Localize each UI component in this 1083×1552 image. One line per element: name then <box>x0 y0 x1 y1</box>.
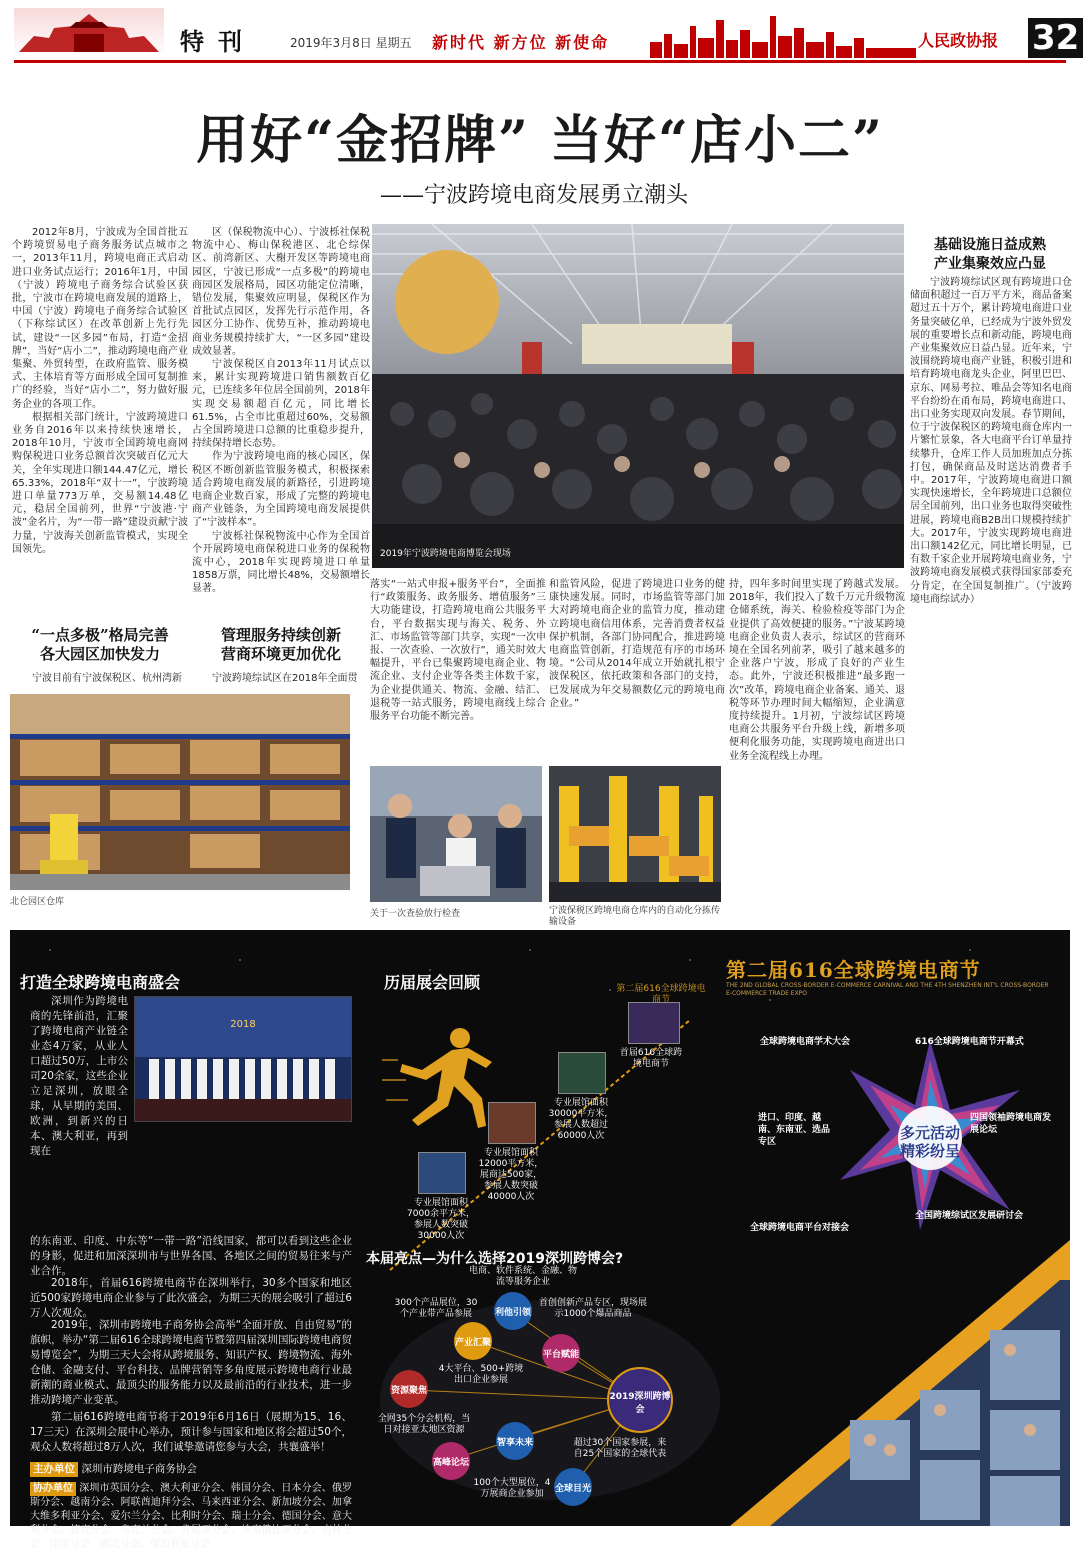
subtitle-line: 各大园区加快发力 <box>39 645 160 663</box>
timeline-note: 专业展馆面积30000平方米，参展人数超过60000人次 <box>548 1098 614 1141</box>
paragraph: 2018年，首届616跨境电商节在深圳举行，30多个国家和地区近500家跨境电商企业参与了此次盛会，为期三天的展会吸引了超过6万人次观众。 <box>30 1277 352 1319</box>
article-col-5: 持，四年多时间里实现了跨越式发展。2018年，我们投入了数千万元升级物流仓储系统，海关、检验检疫等部门为企业提供了高效便捷的服务。”宁波某跨境电商企业负责人表示，综试区的营商环境在全国名列前茅，吸引了越来越多的企业落户宁波，形成了良好的产业生态。此外，宁波还积极推进“最多跑一次”改革，跨境电商企业备案、通关、退税等环节办理时间大幅缩短，企业满意度持续提升。1月初，宁波综试区跨境电商公共服务平台升级上线，新增多项便利化服务功能，实现跨境电商进出口业务全流程线上办理。 <box>729 579 905 762</box>
article-col-3: 落实“一站式申报+服务平台”，全面推行“政策服务、政务服务、增值服务”三大功能建设，打造跨境电商公共服务平台，平台数据实现与海关、税务、外汇、市场监管等部门共享，实现“一次申报、一次查验、一次放行”，通关时效大幅提升，平台已集聚跨境电商企业、物流企业、支付企业等各类主体数千家，为企业提供通关、物流、金融、结汇、退税等一站式服务，跨境电商线上综合服务平台功能不断完善。 <box>370 579 546 723</box>
highlight-note: 4大平台、500+跨境出口企业参展 <box>438 1364 524 1385</box>
section-subtitle-2 <box>192 626 370 664</box>
activity-label: 全球跨境电商平台对接会 <box>750 1223 850 1233</box>
timeline-photo <box>488 1102 536 1144</box>
highlight-bubble: 利他引领 <box>494 1292 532 1330</box>
customs-inspection-photo <box>370 766 542 902</box>
expo-crowd-photo <box>372 224 904 568</box>
highlight-note: 100个大型展位，4万展商企业参加 <box>473 1478 551 1499</box>
highlight-note: 首创创新产品专区，现场展示1000个爆品商品 <box>538 1298 647 1319</box>
paragraph: 宁波保税区自2013年11月试点以来，累计实现跨境进口销售额数百亿元，已连续多年位居全国前列，2018年实现交易额超百亿元，同比增长61.5%，占全市比重超过60%，交易额占全国跨境进口总额的比重稳步提升，持续保持增长态势。 <box>192 359 370 450</box>
host-name: 深圳市跨境电子商务协会 <box>81 1463 197 1475</box>
section-subtitle-3 <box>910 236 1070 274</box>
skyline-icon <box>650 12 920 58</box>
article-col-2 <box>192 226 370 598</box>
masthead-rule <box>14 60 1066 63</box>
highlight-note: 超过30个国家参展，来自25个国家的全球代表 <box>573 1438 667 1459</box>
issue-date: 2019年3月8日 星期五 <box>290 36 412 50</box>
activity-label: 全国跨境综试区发展研讨会 <box>915 1211 1024 1221</box>
expo-section-title-3: 本届亮点—为什么选择2019深圳跨博会? <box>366 1251 624 1267</box>
hub-label: 2019深圳跨博会 <box>609 1392 671 1415</box>
expo-advertorial <box>10 930 1070 1550</box>
paragraph: 2012年8月，宁波成为全国首批五个跨境贸易电子商务服务试点城市之一，2013年11月，跨境电商正式启动进口业务试点运行；2016年1月，中国（宁波）跨境电子商务综合试验区获批，宁波市在跨境电商发展的道路上，中国（宁波）跨境电子商务综合试验区（下称综试区）在改革创新上先行先试，建设“一区多园”布局，打造“金招牌”，当好“店小二”，推动跨境电商产业集聚、外贸转型，在政府监管、服务模式、主体培育等方面形成全国可复制推广的经验，当好“店小二”，努力做好服务企业的各项工作。 <box>12 227 188 410</box>
page-number: 32 <box>1028 18 1083 58</box>
photo-caption: 关于一次查验放行检查 <box>370 909 461 919</box>
palace-logo-icon <box>14 8 164 56</box>
paragraph: 作为宁波跨境电商的核心园区，保税区不断创新监管服务模式，积极探索适合跨境电商发展的新路径，引进跨境电商企业数百家，形成了完整的跨境电商产业链条，为全国跨境电商发展提供了“宁波样本”。 <box>192 451 370 529</box>
timeline-note: 首届616全球跨境电商节 <box>619 1048 683 1069</box>
timeline-note: 专业展馆面积12000平方米，展商达500家，参展人数突破40000人次 <box>478 1148 544 1202</box>
highlight-bubble: 智享未来 <box>496 1422 534 1460</box>
paragraph: 区（保税物流中心）、宁波栎社保税物流中心、梅山保税港区、北仑综保区、前湾新区、大榭开发区等跨境电商园区，宁波已形成“一点多极”的跨境电商园区发展格局，园区功能定位清晰，错位发展，集聚效应明显，保税区作为首批试点园区，发挥先行示范作用，各园区分工协作、优势互补，推动跨境电商业务规模持续扩大，“一区多园”建设成效显著。 <box>192 227 370 357</box>
photo-caption: 北仑园区仓库 <box>10 897 65 907</box>
paragraph: 宁波栎社保税物流中心作为全国首个开展跨境电商保税进口业务的保税物流中心，2018年实现跨境进口单量1858万票，同比增长48%，交易额增长显著。 <box>192 530 370 595</box>
festival-subtitle: THE 2ND GLOBAL CROSS-BORDER E-COMMERCE CARNIVAL AND THE 4TH SHENZHEN INT'L CROSS-BORDER E-COMMERCE TRADE EXPO <box>726 982 1049 997</box>
conference-photo <box>134 996 352 1122</box>
expo-section-title-2: 历届展会回顾 <box>384 973 481 992</box>
timeline-note: 第二届616全球跨境电商节 <box>616 984 706 1005</box>
highlight-bubble: 平台赋能 <box>542 1334 580 1372</box>
co-host-label: 协办单位 <box>30 1482 76 1496</box>
photo-caption: 宁波保税区跨境电商仓库内的自动化分拣传输设备 <box>549 906 721 927</box>
subtitle-line: 营商环境更加优化 <box>220 645 341 663</box>
highlight-note: 300个产品展位，30个产业带产品参展 <box>394 1298 478 1319</box>
photo-caption: 2019年宁波跨境电商博览会现场 <box>380 549 511 559</box>
headline: 用好“金招牌” 当好“店小二” <box>196 110 884 171</box>
paragraph: 第二届616跨境电商节将于2019年6月16日（展期为15、16、17三天）在深圳会展中心举办，预计参与国家和地区将会超过50个，观众人数将超过8万人次，我们诚挚邀请您参与大会，共襄盛举！ <box>30 1411 352 1453</box>
masthead <box>0 0 1080 66</box>
paragraph: 宁波目前有宁波保税区、杭州湾新 <box>32 673 182 684</box>
co-host-line <box>30 1482 353 1550</box>
slogan: 新时代 新方位 新使命 <box>432 33 610 52</box>
paragraph: 根据相关部门统计，宁波跨境进口业务自2016年以来持续快速增长，2018年10月，宁波市全国跨境电商网购保税进口业务总额首次突破百亿元大关，全年实现进口额144.47亿元，增长65.33%，2018年“双十一”，宁波跨境进口单量773万单，交易额14.48亿元，稳居全国前列，世界“宁波港·宁波”金名片，为“一带一路”建设贡献宁波力量，宁波海关创新监管模式，实现全国领先。 <box>12 411 188 555</box>
highlight-note: 全网35个分会机构，当日对接亚太地区资源 <box>377 1414 471 1435</box>
subheadline: ——宁波跨境电商发展勇立潮头 <box>380 183 689 208</box>
co-host-names: 深圳市英国分会、澳大利亚分会、韩国分会、日本分会、俄罗斯分会、越南分会、阿联酋迪拜分会、马来西亚分会、新加坡分会、加拿大维多利亚分会、爱尔兰分会、比利时分会、瑞士分会、德国分会、意大利分会、捷克分会、乌克兰分会、肯尼亚分会、埃塞俄比亚分会、吉林分会、印度分会、湖北分会、保加利亚分会 <box>30 1483 353 1550</box>
expo-photo-collage <box>730 1240 1070 1526</box>
paragraph: 的东南亚、印度、中东等“一带一路”沿线国家，都可以看到这些企业的身影，促进和加深深圳市与世界各国、各地区之间的贸易往来与产业合作。 <box>30 1235 352 1277</box>
section-name: 特刊 <box>180 27 256 56</box>
subtitle-line: 基础设施日益成熟 <box>934 237 1046 253</box>
highlight-bubble: 全球目光 <box>554 1468 592 1506</box>
warehouse-photo <box>10 694 350 890</box>
paragraph: 2019年，深圳市跨境电子商务协会高举“全面开放、自由贸易”的旗帜，举办“第二届616全球跨境电商节暨第四届深圳国际跨境电商贸易博览会”，为期三天大会将从跨境服务、知识产权、跨境物流、海外仓储、金融支付、平台科技、品牌营销等多角度展示跨境电商行业最新潮的商业模式、最顶尖的服务能力以及最前沿的行业技术，进一步推动跨境产业变革。 <box>30 1319 352 1406</box>
host-label: 主办单位 <box>30 1462 78 1477</box>
activity-label: 616全球跨境电商节开幕式 <box>915 1037 1024 1047</box>
timeline-photo <box>558 1052 606 1094</box>
expo-section-title-1: 打造全球跨境电商盛会 <box>20 973 181 992</box>
timeline-note: 专业展馆面积7000余平方米，参展人数突破30000人次 <box>407 1198 475 1241</box>
svg-text:2018: 2018 <box>230 1019 256 1030</box>
sorting-line-photo <box>549 766 721 902</box>
center-line: 精彩纷呈 <box>899 1142 960 1160</box>
timeline-photo <box>418 1152 466 1194</box>
timeline-photo <box>628 1002 680 1044</box>
center-line: 多元活动 <box>899 1124 960 1142</box>
host-line <box>30 1462 352 1478</box>
activity-label: 全球跨境电商学术大会 <box>760 1037 851 1047</box>
highlight-bubble: 资源聚焦 <box>390 1370 428 1408</box>
subtitle-line: 管理服务持续创新 <box>220 626 341 644</box>
highlight-note: 电商、软件系统、金融、物流等服务企业 <box>468 1266 577 1287</box>
activity-label: 进口、印度、越南、东南亚、选品专区 <box>758 1113 831 1147</box>
article-col-1 <box>12 226 188 598</box>
paragraph: 深圳作为跨境电商的先锋前沿，汇聚了跨境电商产业链全业态4万家，从业人口超过50万，上市公司20余家，这些企业立足深圳，放眼全球，从早期的美国、欧洲，到新兴的日本、澳大利亚，再到现在 <box>30 995 128 1157</box>
highlight-bubble: 产业汇聚 <box>454 1322 492 1360</box>
festival-title: 第二届616全球跨境电商节 <box>726 958 981 982</box>
subtitle-line: “一点多极”格局完善 <box>31 626 169 644</box>
subtitle-line: 产业集聚效应凸显 <box>934 256 1046 272</box>
newspaper-name: 人民政协报 <box>918 31 999 50</box>
section-subtitle-1 <box>12 626 188 664</box>
highlight-bubble: 高峰论坛 <box>432 1442 470 1480</box>
article-col-6: 宁波跨境综试区现有跨境进口仓储面积超过一百万平方米，商品备案超过五十万个，累计跨境电商进口业务量突破亿单，已经成为宁波外贸发展的重要增长点和新动能，跨境电商产业集聚效应日益凸显。近年来，宁波围绕跨境电商产业链，积极引进和培育跨境电商龙头企业，阿里巴巴、京东、网易考拉、唯品会等知名电商平台纷纷在甬布局，跨境电商进口、出口业务实现双向发展。春节期间，位于宁波保税区的跨境电商仓库内一片繁忙景象，各大电商平台订单量持续攀升，仓库工作人员加班加点分拣打包，确保商品及时送达消费者手中。2017年，宁波跨境电商进口额实现快速增长，全年跨境进口总额位居全国前列，出口业务也取得突破性进展，跨境电商B2B出口规模持续扩大。2017年，宁波实现跨境电商进出口额142亿元，同比增长明显，已有数千家企业开展跨境电商业务，宁波跨境电商发展模式获得国家部委充分肯定，在全国复制推广。（宁波跨境电商综试办） <box>910 277 1072 605</box>
paragraph: 宁波跨境综试区在2018年全面贯 <box>212 673 358 684</box>
activity-label: 四国领袖跨境电商发展论坛 <box>970 1113 1052 1135</box>
article-col-4: 和监管风险，促进了跨境进口业务的健康快速发展。同时，市场监管等部门加大对跨境电商企业的监管力度，推动建立跨境电商信用体系，完善消费者权益保护机制，各部门协同配合，推进跨境电商监管创新，打造规范有序的市场环境。“公司从2014年成立开始就扎根宁波保税区，依托政策和各部门的支持，已发展成为年交易额数亿元的跨境电商企业。” <box>549 579 725 709</box>
festival-center-label <box>890 1124 970 1160</box>
